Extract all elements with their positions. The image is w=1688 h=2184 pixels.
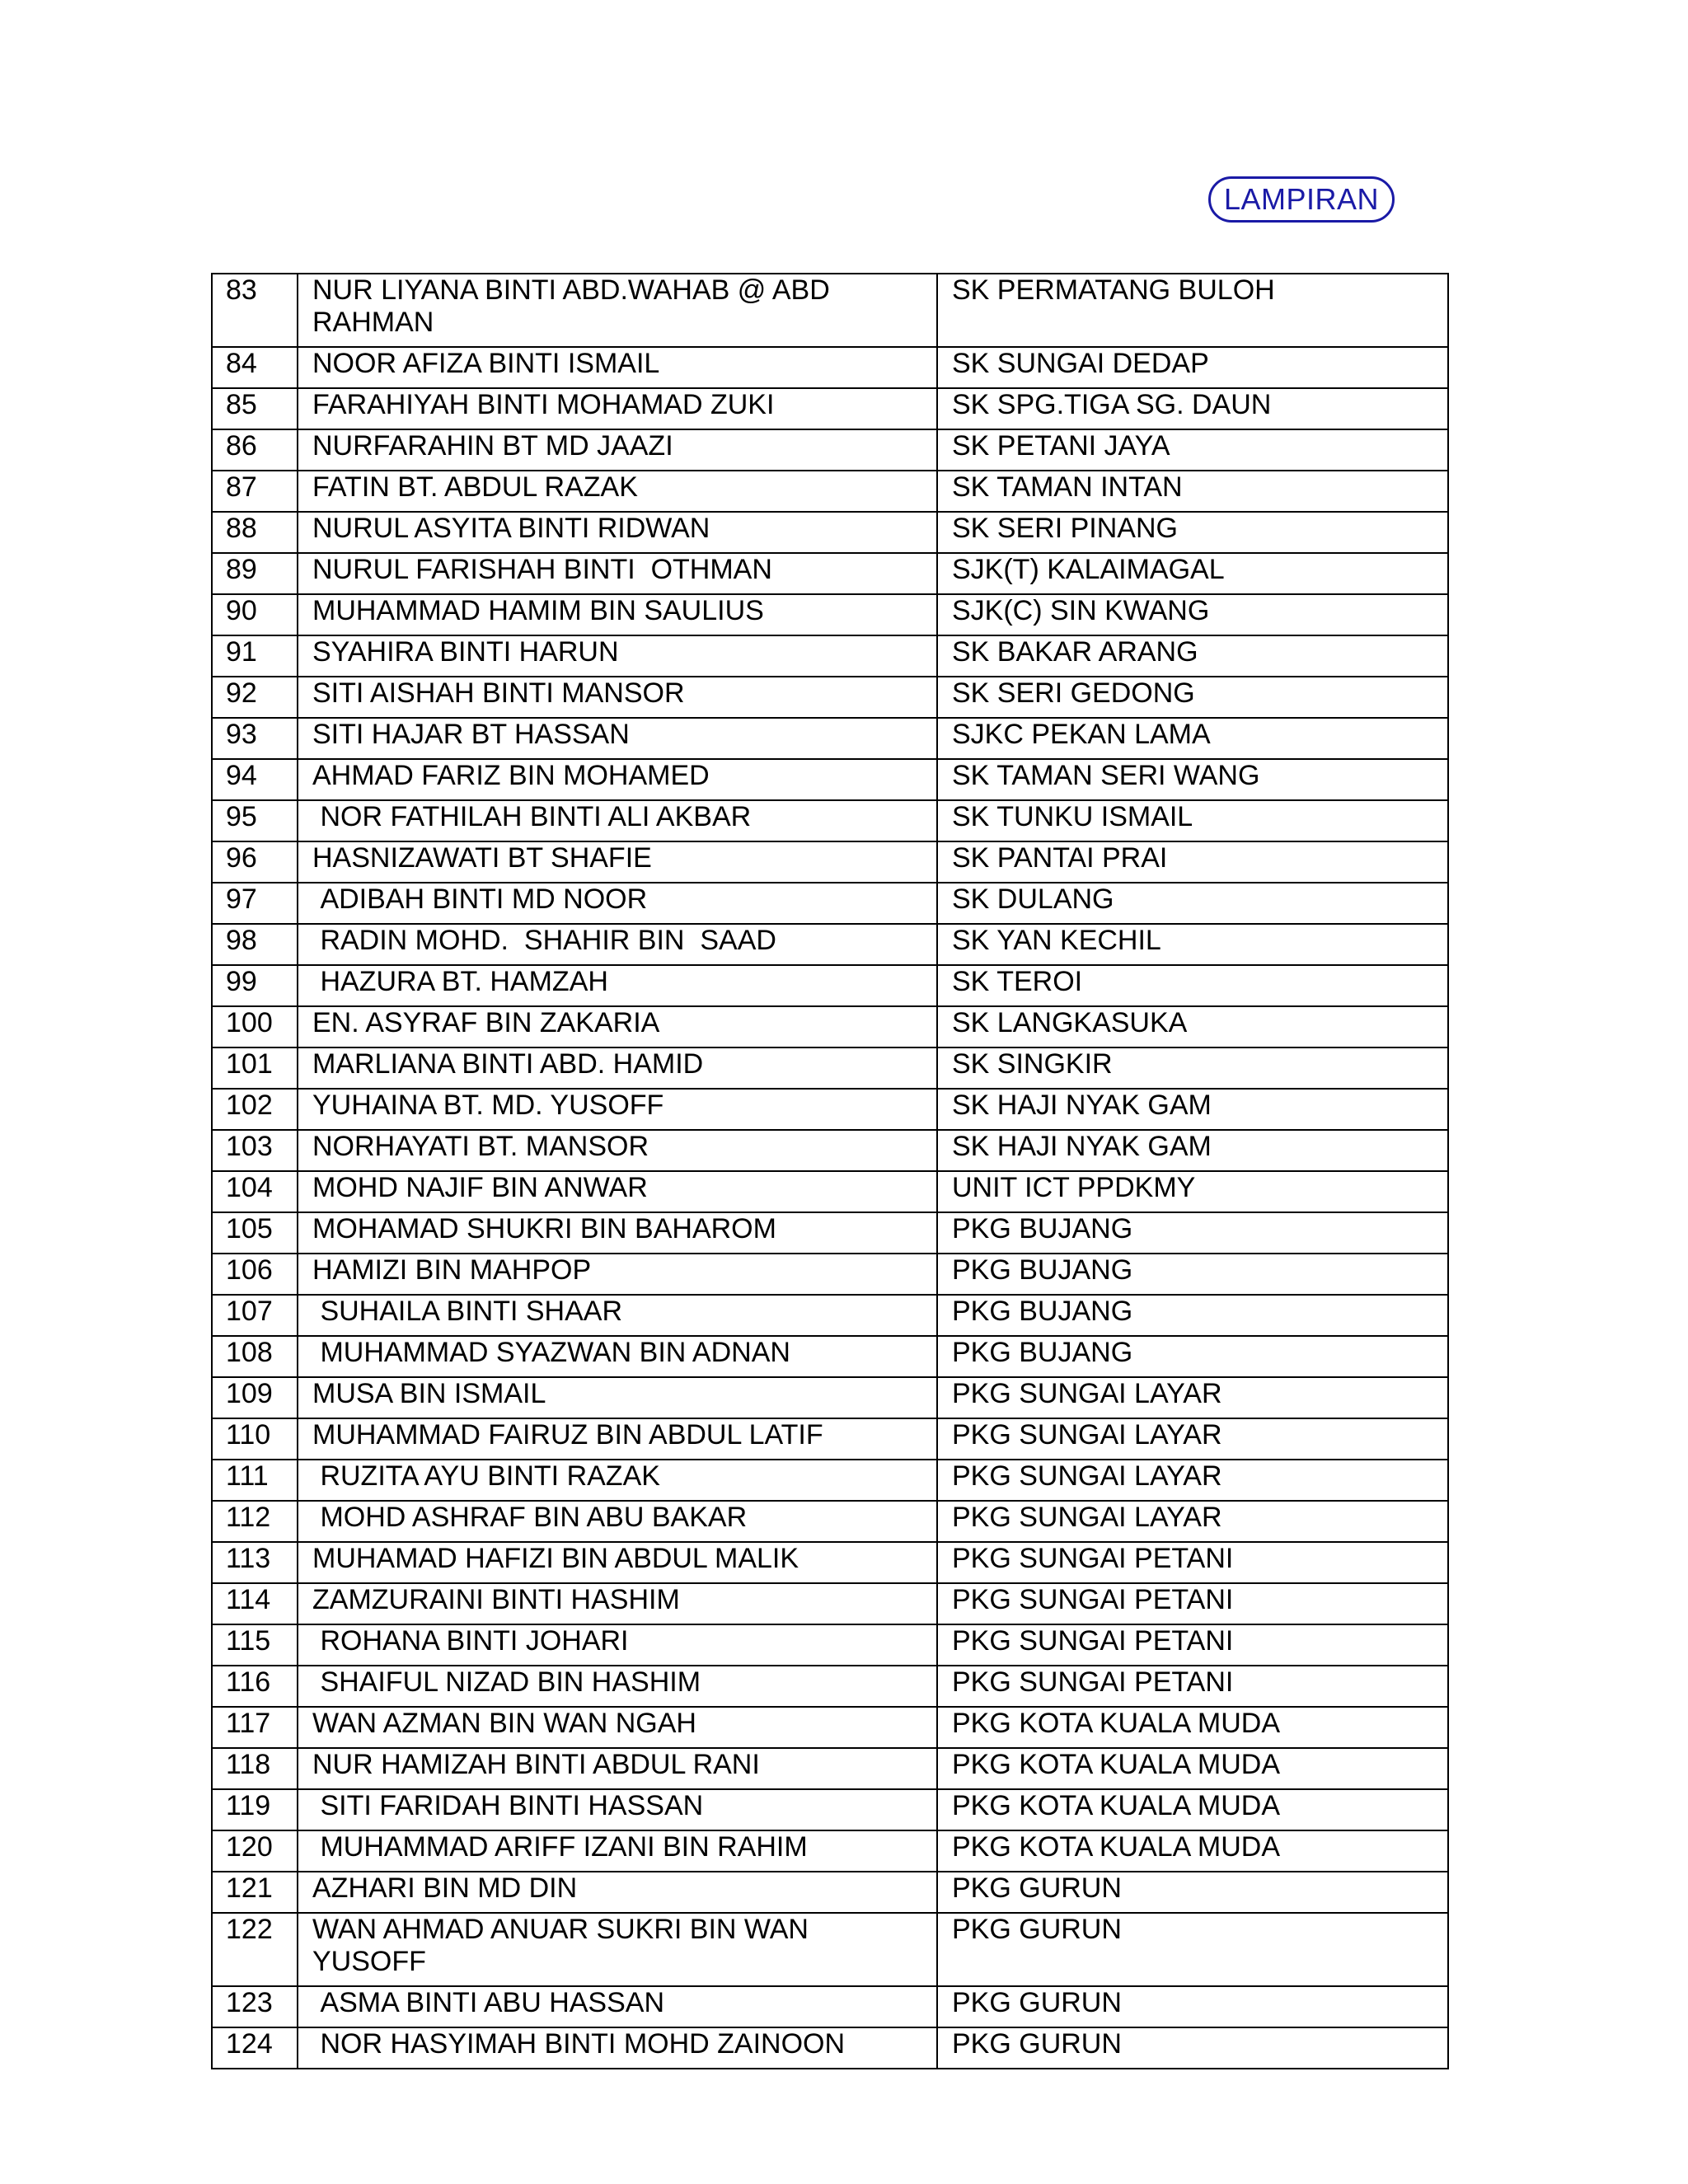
row-number: 87 [212,471,298,512]
row-number: 112 [212,1501,298,1542]
school-name: UNIT ICT PPDKMY [937,1171,1448,1212]
table-row [212,1872,1448,1913]
row-number: 116 [212,1666,298,1707]
school-name: SK TEROI [937,965,1448,1006]
participant-name: WAN AHMAD ANUAR SUKRI BIN WAN YUSOFF [298,1913,937,1986]
row-number: 93 [212,718,298,759]
participant-name: NORHAYATI BT. MANSOR [298,1130,937,1171]
table-row [212,677,1448,718]
table-row [212,1583,1448,1624]
table-row [212,1830,1448,1872]
school-name: SK TAMAN SERI WANG [937,759,1448,800]
row-number: 107 [212,1295,298,1336]
school-name: SK YAN KECHIL [937,924,1448,965]
participant-name: WAN AZMAN BIN WAN NGAH [298,1707,937,1748]
participant-name: MARLIANA BINTI ABD. HAMID [298,1047,937,1089]
participant-name: MUHAMAD HAFIZI BIN ABDUL MALIK [298,1542,937,1583]
row-number: 88 [212,512,298,553]
row-number: 84 [212,347,298,388]
row-number: 111 [212,1460,298,1501]
school-name: PKG GURUN [937,1986,1448,2027]
table-row [212,883,1448,924]
table-row [212,1666,1448,1707]
row-number: 109 [212,1377,298,1418]
row-number: 106 [212,1254,298,1295]
table-row [212,1707,1448,1748]
row-number: 121 [212,1872,298,1913]
table-row [212,274,1448,347]
row-number: 118 [212,1748,298,1789]
school-name: SK BAKAR ARANG [937,635,1448,677]
table-row [212,1542,1448,1583]
table-row [212,594,1448,635]
table-row [212,718,1448,759]
school-name: SK SINGKIR [937,1047,1448,1089]
row-number: 123 [212,1986,298,2027]
table-row [212,512,1448,553]
table-row [212,1336,1448,1377]
table-row [212,1624,1448,1666]
row-number: 86 [212,429,298,471]
participant-name: NURUL ASYITA BINTI RIDWAN [298,512,937,553]
table-row [212,1986,1448,2027]
table-row [212,635,1448,677]
row-number: 89 [212,553,298,594]
participant-name: SITI AISHAH BINTI MANSOR [298,677,937,718]
school-name: PKG SUNGAI PETANI [937,1666,1448,1707]
participant-name: RADIN MOHD. SHAHIR BIN SAAD [298,924,937,965]
school-name: PKG KOTA KUALA MUDA [937,1830,1448,1872]
table-row [212,1377,1448,1418]
row-number: 105 [212,1212,298,1254]
school-name: SK HAJI NYAK GAM [937,1089,1448,1130]
participant-name: ADIBAH BINTI MD NOOR [298,883,937,924]
school-name: SK LANGKASUKA [937,1006,1448,1047]
row-number: 103 [212,1130,298,1171]
participant-name: RUZITA AYU BINTI RAZAK [298,1460,937,1501]
participant-name: EN. ASYRAF BIN ZAKARIA [298,1006,937,1047]
school-name: PKG GURUN [937,1913,1448,1986]
table-row [212,347,1448,388]
participant-name: MOHAMAD SHUKRI BIN BAHAROM [298,1212,937,1254]
participant-name: ASMA BINTI ABU HASSAN [298,1986,937,2027]
school-name: PKG SUNGAI PETANI [937,1624,1448,1666]
participant-name: NURFARAHIN BT MD JAAZI [298,429,937,471]
row-number: 94 [212,759,298,800]
school-name: PKG KOTA KUALA MUDA [937,1707,1448,1748]
participant-name: MOHD NAJIF BIN ANWAR [298,1171,937,1212]
table-row [212,1460,1448,1501]
row-number: 114 [212,1583,298,1624]
school-name: SK PANTAI PRAI [937,841,1448,883]
school-name: SJK(C) SIN KWANG [937,594,1448,635]
table-row [212,1748,1448,1789]
row-number: 85 [212,388,298,429]
school-name: PKG SUNGAI LAYAR [937,1418,1448,1460]
row-number: 117 [212,1707,298,1748]
row-number: 120 [212,1830,298,1872]
participant-name: ROHANA BINTI JOHARI [298,1624,937,1666]
table-row [212,1212,1448,1254]
school-name: SK SERI PINANG [937,512,1448,553]
row-number: 124 [212,2027,298,2069]
table-row [212,1089,1448,1130]
row-number: 90 [212,594,298,635]
participant-name: FATIN BT. ABDUL RAZAK [298,471,937,512]
table-row [212,759,1448,800]
school-name: PKG SUNGAI PETANI [937,1583,1448,1624]
participant-name: YUHAINA BT. MD. YUSOFF [298,1089,937,1130]
school-name: PKG BUJANG [937,1254,1448,1295]
participant-name: SHAIFUL NIZAD BIN HASHIM [298,1666,937,1707]
row-number: 100 [212,1006,298,1047]
participant-name: HAMIZI BIN MAHPOP [298,1254,937,1295]
table-row [212,429,1448,471]
school-name: SJKC PEKAN LAMA [937,718,1448,759]
participant-name: MUHAMMAD SYAZWAN BIN ADNAN [298,1336,937,1377]
school-name: PKG KOTA KUALA MUDA [937,1789,1448,1830]
row-number: 99 [212,965,298,1006]
row-number: 113 [212,1542,298,1583]
row-number: 110 [212,1418,298,1460]
row-number: 95 [212,800,298,841]
row-number: 122 [212,1913,298,1986]
table-row [212,2027,1448,2069]
row-number: 108 [212,1336,298,1377]
school-name: PKG KOTA KUALA MUDA [937,1748,1448,1789]
school-name: PKG SUNGAI LAYAR [937,1377,1448,1418]
row-number: 104 [212,1171,298,1212]
table-row [212,1913,1448,1986]
table-row [212,388,1448,429]
row-number: 119 [212,1789,298,1830]
participant-table-body [212,274,1448,2069]
school-name: PKG GURUN [937,1872,1448,1913]
school-name: PKG BUJANG [937,1212,1448,1254]
school-name: SK DULANG [937,883,1448,924]
table-row [212,1501,1448,1542]
school-name: SK TUNKU ISMAIL [937,800,1448,841]
school-name: PKG SUNGAI PETANI [937,1542,1448,1583]
row-number: 102 [212,1089,298,1130]
participant-name: SITI FARIDAH BINTI HASSAN [298,1789,937,1830]
participant-name: NOR HASYIMAH BINTI MOHD ZAINOON [298,2027,937,2069]
participant-table [211,273,1449,2069]
participant-name: SITI HAJAR BT HASSAN [298,718,937,759]
row-number: 101 [212,1047,298,1089]
table-row [212,471,1448,512]
table-row [212,965,1448,1006]
row-number: 115 [212,1624,298,1666]
table-row [212,1789,1448,1830]
school-name: PKG BUJANG [937,1295,1448,1336]
school-name: PKG SUNGAI LAYAR [937,1501,1448,1542]
table-row [212,1047,1448,1089]
participant-name: SYAHIRA BINTI HARUN [298,635,937,677]
school-name: SK PETANI JAYA [937,429,1448,471]
participant-name: NURUL FARISHAH BINTI OTHMAN [298,553,937,594]
table-row [212,1171,1448,1212]
school-name: SK SERI GEDONG [937,677,1448,718]
table-row [212,924,1448,965]
school-name: SK PERMATANG BULOH [937,274,1448,347]
participant-name: MUHAMMAD FAIRUZ BIN ABDUL LATIF [298,1418,937,1460]
row-number: 98 [212,924,298,965]
participant-name: SUHAILA BINTI SHAAR [298,1295,937,1336]
table-row [212,800,1448,841]
school-name: SK SUNGAI DEDAP [937,347,1448,388]
participant-name: NUR HAMIZAH BINTI ABDUL RANI [298,1748,937,1789]
lampiran-badge: LAMPIRAN [1208,176,1395,223]
school-name: PKG BUJANG [937,1336,1448,1377]
participant-name: HASNIZAWATI BT SHAFIE [298,841,937,883]
row-number: 96 [212,841,298,883]
table-row [212,553,1448,594]
school-name: SK TAMAN INTAN [937,471,1448,512]
participant-name: FARAHIYAH BINTI MOHAMAD ZUKI [298,388,937,429]
table-row [212,841,1448,883]
participant-name: ZAMZURAINI BINTI HASHIM [298,1583,937,1624]
row-number: 92 [212,677,298,718]
table-row [212,1130,1448,1171]
row-number: 83 [212,274,298,347]
participant-name: MUHAMMAD HAMIM BIN SAULIUS [298,594,937,635]
participant-name: NUR LIYANA BINTI ABD.WAHAB @ ABD RAHMAN [298,274,937,347]
participant-name: NOR FATHILAH BINTI ALI AKBAR [298,800,937,841]
row-number: 97 [212,883,298,924]
table-row [212,1006,1448,1047]
table-row [212,1295,1448,1336]
participant-name: MUSA BIN ISMAIL [298,1377,937,1418]
participant-name: AZHARI BIN MD DIN [298,1872,937,1913]
row-number: 91 [212,635,298,677]
school-name: PKG SUNGAI LAYAR [937,1460,1448,1501]
school-name: SJK(T) KALAIMAGAL [937,553,1448,594]
table-row [212,1254,1448,1295]
school-name: PKG GURUN [937,2027,1448,2069]
participant-name: AHMAD FARIZ BIN MOHAMED [298,759,937,800]
participant-name: MUHAMMAD ARIFF IZANI BIN RAHIM [298,1830,937,1872]
school-name: SK SPG.TIGA SG. DAUN [937,388,1448,429]
participant-name: MOHD ASHRAF BIN ABU BAKAR [298,1501,937,1542]
participant-name: HAZURA BT. HAMZAH [298,965,937,1006]
table-row [212,1418,1448,1460]
school-name: SK HAJI NYAK GAM [937,1130,1448,1171]
participant-name: NOOR AFIZA BINTI ISMAIL [298,347,937,388]
